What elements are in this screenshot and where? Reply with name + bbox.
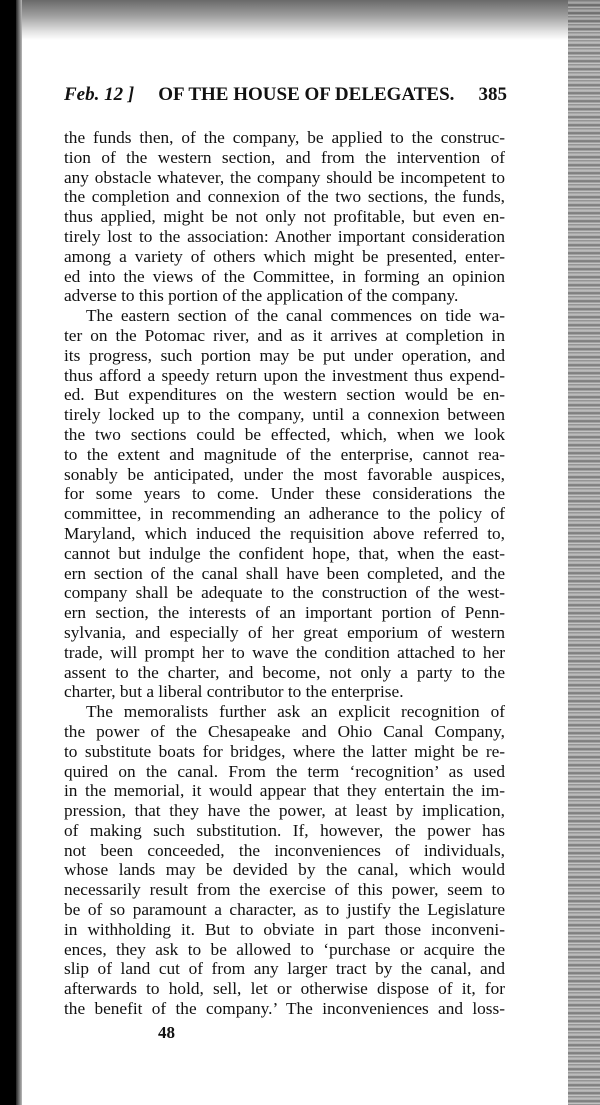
signature-mark: 48 — [158, 1023, 175, 1042]
text-line: cannot but indulge the confident hope, that, when the east- — [64, 543, 505, 563]
text-line: adverse to this portion of the application of the company. — [64, 286, 459, 306]
text-line: in the memorial, it would appear that they entertain the im- — [64, 781, 505, 801]
scan-left-border — [0, 0, 16, 1105]
text-line: the funds then, of the company, be applied to the construc- — [64, 128, 505, 147]
text-line: the benefit of the company.’ The inconveniences and loss- — [64, 999, 505, 1019]
text-line: Maryland, which induced the requisition above referred to, — [64, 523, 505, 543]
text-line: the completion and connexion of the two sections, the funds, — [64, 187, 505, 207]
text-line: any obstacle whatever, the company should be incompetent to — [64, 167, 505, 187]
text-line: to substitute boats for bridges, where the latter might be re- — [64, 741, 505, 761]
text-line: thus applied, might be not only not profitable, but even en- — [64, 207, 505, 227]
text-line: charter, but a liberal contributor to the enterprise. — [64, 682, 404, 702]
text-line: be of so paramount a character, as to justify the Legislature — [64, 900, 505, 920]
scan-gutter-shadow — [16, 0, 22, 1105]
body-text — [64, 128, 505, 1019]
text-line: in withholding it. But to obviate in part those inconveni- — [64, 919, 505, 939]
text-line: tion of the western section, and from the intervention of — [64, 147, 505, 167]
text-line: not been conceeded, the inconveniences of individuals, — [64, 840, 505, 860]
text-line: among a variety of others which might be presented, enter- — [64, 246, 505, 266]
paragraph — [64, 306, 505, 702]
text-line: tirely locked up to the company, until a connexion between — [64, 405, 505, 425]
text-line: for some years to come. Under these considerations the — [64, 484, 505, 504]
text-line: thus afford a speedy return upon the investment thus expend- — [64, 365, 505, 385]
header-title: OF THE HOUSE OF DELEGATES. — [158, 84, 455, 105]
text-line: whose lands may be devided by the canal, which would — [64, 860, 505, 880]
text-line: ern section of the canal shall have been completed, and the — [64, 563, 505, 583]
text-line: committee, in recommending an adherance to the policy of — [64, 504, 505, 524]
page-number: 385 — [478, 84, 507, 105]
paragraph — [64, 702, 505, 1019]
paragraph — [64, 128, 505, 306]
scan-right-page-edges — [568, 0, 600, 1105]
text-line: tirely lost to the association: Another important consideration — [64, 226, 505, 246]
text-line: company shall be adequate to the construction of the west- — [64, 583, 505, 603]
text-line: ed into the views of the Committee, in forming an opinion — [64, 266, 505, 286]
text-line: trade, will prompt her to wave the condition attached to her — [64, 642, 505, 662]
text-line: the power of the Chesapeake and Ohio Canal Company, — [64, 721, 505, 741]
text-line: assent to the charter, and become, not only a party to the — [64, 662, 505, 682]
text-line: sonably be anticipated, under the most favorable auspices, — [64, 464, 505, 484]
text-line: the two sections could be effected, which, when we look — [64, 424, 505, 444]
text-line: ter on the Potomac river, and as it arrives at completion in — [64, 325, 505, 345]
text-line: its progress, such portion may be put under operation, and — [64, 345, 505, 365]
text-line: ences, they ask to be allowed to ‘purchase or acquire the — [64, 939, 505, 959]
text-line: of making such substitution. If, however, the power has — [64, 820, 505, 840]
text-line: The memoralists further ask an explicit recognition of — [86, 702, 505, 722]
text-line: necessarily result from the exercise of this power, seem to — [64, 880, 505, 900]
text-line: sylvania, and especially of her great emporium of western — [64, 622, 505, 642]
text-line: pression, that they have the power, at least by implication, — [64, 801, 505, 821]
text-line: slip of land cut of from any larger tract by the canal, and — [64, 959, 505, 979]
text-line: ed. But expenditures on the western section would be en- — [64, 385, 505, 405]
running-header — [64, 84, 507, 110]
text-line: afterwards to hold, sell, let or otherwise dispose of it, for — [64, 979, 505, 999]
text-line: quired on the canal. From the term ‘recognition’ as used — [64, 761, 505, 781]
text-line: The eastern section of the canal commences on tide wa- — [86, 306, 505, 326]
header-date: Feb. 12 ] — [64, 84, 135, 105]
text-line: ern section, the interests of an important portion of Penn- — [64, 603, 505, 623]
text-line: to the extent and magnitude of the enterprise, cannot rea- — [64, 444, 505, 464]
scan-top-edge — [0, 0, 600, 40]
